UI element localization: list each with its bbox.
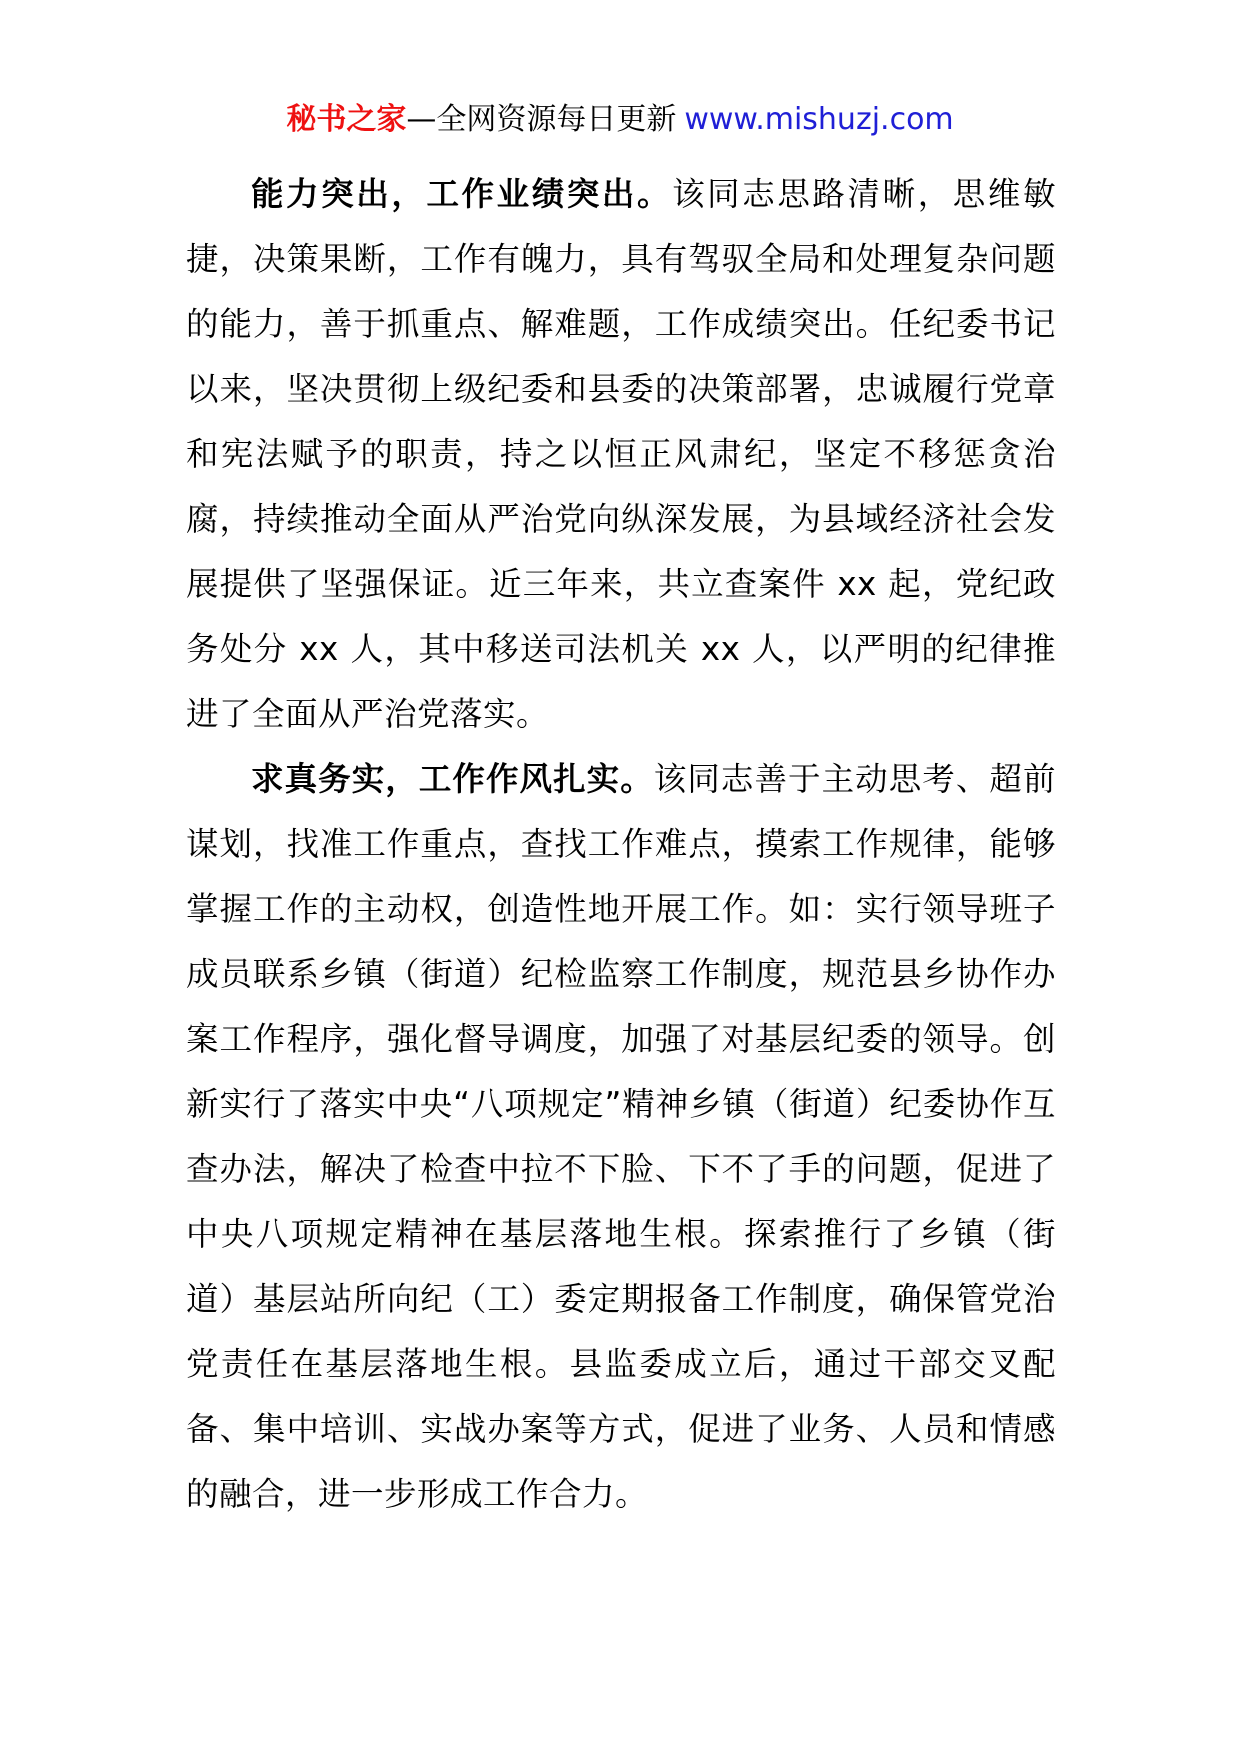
paragraph-lead: 求真务实，工作作风扎实。: [251, 760, 654, 798]
paragraph-text: 该同志善于主动思考、超前谋划，找准工作重点，查找工作难点，摸索工作规律，能够掌握工作的主动权，创造性地开展工作。如：实行领导班子成员联系乡镇（街道）纪检监察工作制度，规范县乡协作办案工作程序，强化督导调度，加强了对基层纪委的领导。创新实行了落实中央“八项规定”精神乡镇（街道）纪委协作互查办法，解决了检查中拉不下脸、下不了手的问题，促进了中央八项规定精神在基层落地生根。探索推行了乡镇（街道）基层站所向纪（工）委定期报备工作制度，确保管党治党责任在基层落地生根。县监委成立后，通过干部交叉配备、集中培训、实战办案等方式，促进了业务、人员和情感的融合，进一步形成工作合力。: [186, 760, 1056, 1513]
paragraph-lead: 能力突出，工作业绩突出。: [251, 175, 673, 213]
page-header: [0, 100, 1240, 140]
paragraph: [186, 162, 1056, 747]
site-url-link[interactable]: www.mishuzj.com: [684, 102, 954, 137]
header-slogan: —全网资源每日更新: [406, 102, 677, 137]
paragraph: [186, 747, 1056, 1527]
brand-name: 秘书之家: [286, 102, 407, 137]
paragraph-text: 该同志思路清晰，思维敏捷，决策果断，工作有魄力，具有驾驭全局和处理复杂问题的能力，善于抓重点、解难题，工作成绩突出。任纪委书记以来，坚决贯彻上级纪委和县委的决策部署，忠诚履行党章和宪法赋予的职责，持之以恒正风肃纪，坚定不移惩贪治腐，持续推动全面从严治党向纵深发展，为县域经济社会发展提供了坚强保证。近三年来，共立查案件 xx 起，党纪政务处分 xx 人，其中移送司法机关 xx 人，以严明的纪律推进了全面从严治党落实。: [186, 175, 1056, 733]
document-body: [186, 162, 1056, 1527]
